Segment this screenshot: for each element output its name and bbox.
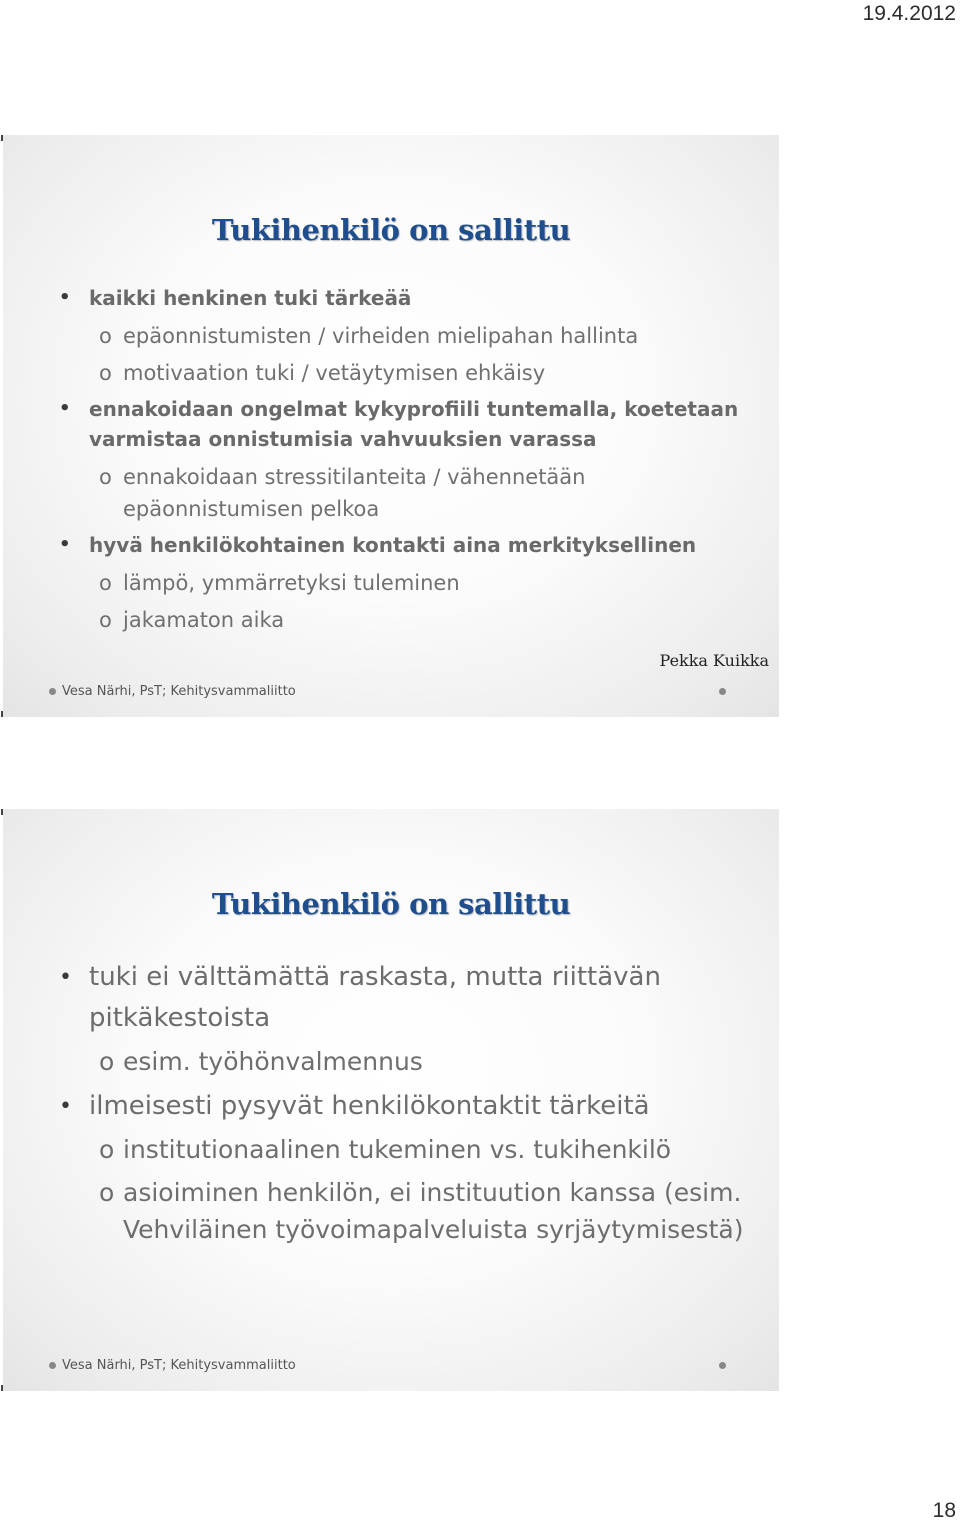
- crop-mark: [1, 711, 3, 717]
- sub-item: [55, 604, 759, 636]
- sub-item-text: lämpö, ymmärretyksi tuleminen: [123, 571, 460, 595]
- page-date: 19.4.2012: [862, 2, 956, 25]
- sub-item-text: institutionaalinen tukeminen vs. tukihenkilö: [123, 1135, 672, 1164]
- slide-2: [3, 809, 779, 1391]
- slide-title: Tukihenkilö on sallittu: [211, 213, 571, 247]
- bullet-dot-icon: [49, 1362, 56, 1369]
- sub-item-text: motivaation tuki / vetäytymisen ehkäisy: [123, 361, 546, 385]
- footer-text: Vesa Närhi, PsT; Kehitysvammaliitto: [62, 1358, 296, 1373]
- sub-marker: o: [99, 361, 112, 385]
- sub-item: [55, 357, 759, 389]
- bullet-item: • hyvä henkilökohtainen kontakti aina merkityksellinen: [55, 530, 759, 560]
- sub-marker: o: [99, 1178, 115, 1207]
- page-number: 18: [932, 1499, 956, 1522]
- sub-item-text: epäonnistumisten / virheiden mielipahan hallinta: [123, 324, 639, 348]
- sub-marker: o: [99, 465, 112, 489]
- sub-marker: o: [99, 1135, 115, 1164]
- sub-item-text: asioiminen henkilön, ei instituution kanssa (esim. Vehviläinen työvoimapalveluista syrjäytymisestä): [123, 1178, 744, 1244]
- sub-marker: o: [99, 608, 112, 632]
- sub-item: [55, 1043, 759, 1080]
- sub-item: [55, 461, 759, 525]
- slide-title: Tukihenkilö on sallittu: [211, 887, 571, 921]
- sub-item-text: jakamaton aika: [123, 608, 285, 632]
- crop-mark: [1, 1385, 3, 1391]
- slide-footer: [49, 1358, 296, 1373]
- slide-footer: [49, 684, 296, 699]
- sub-item-text: ennakoidaan stressitilanteita / vähennetään epäonnistumisen pelkoa: [123, 465, 586, 521]
- slide-1: [3, 135, 779, 717]
- author-name: Pekka Kuikka: [659, 651, 769, 670]
- bullet-dot-icon: [49, 688, 56, 695]
- sub-item: [55, 1131, 759, 1168]
- crop-mark: [1, 135, 3, 141]
- crop-mark: [1, 809, 3, 815]
- sub-item: [55, 1174, 759, 1248]
- bullet-dot-icon: [719, 1362, 726, 1369]
- sub-item-text: esim. työhönvalmennus: [123, 1047, 423, 1076]
- sub-item: [55, 320, 759, 352]
- bullet-item: • tuki ei välttämättä raskasta, mutta riittävän pitkäkestoista: [55, 957, 759, 1039]
- bullet-item: • kaikki henkinen tuki tärkeää: [55, 283, 759, 313]
- sub-item: [55, 567, 759, 599]
- bullet-dot-icon: [719, 688, 726, 695]
- sub-marker: o: [99, 1047, 115, 1076]
- footer-text: Vesa Närhi, PsT; Kehitysvammaliitto: [62, 684, 296, 699]
- slide-content: [55, 283, 759, 641]
- sub-marker: o: [99, 571, 112, 595]
- bullet-item: • ennakoidaan ongelmat kykyprofiili tuntemalla, koetetaan varmistaa onnistumisia vahvuuksien varassa: [55, 394, 759, 454]
- sub-marker: o: [99, 324, 112, 348]
- slide-content: [55, 957, 759, 1254]
- bullet-item: • ilmeisesti pysyvät henkilökontaktit tärkeitä: [55, 1086, 759, 1127]
